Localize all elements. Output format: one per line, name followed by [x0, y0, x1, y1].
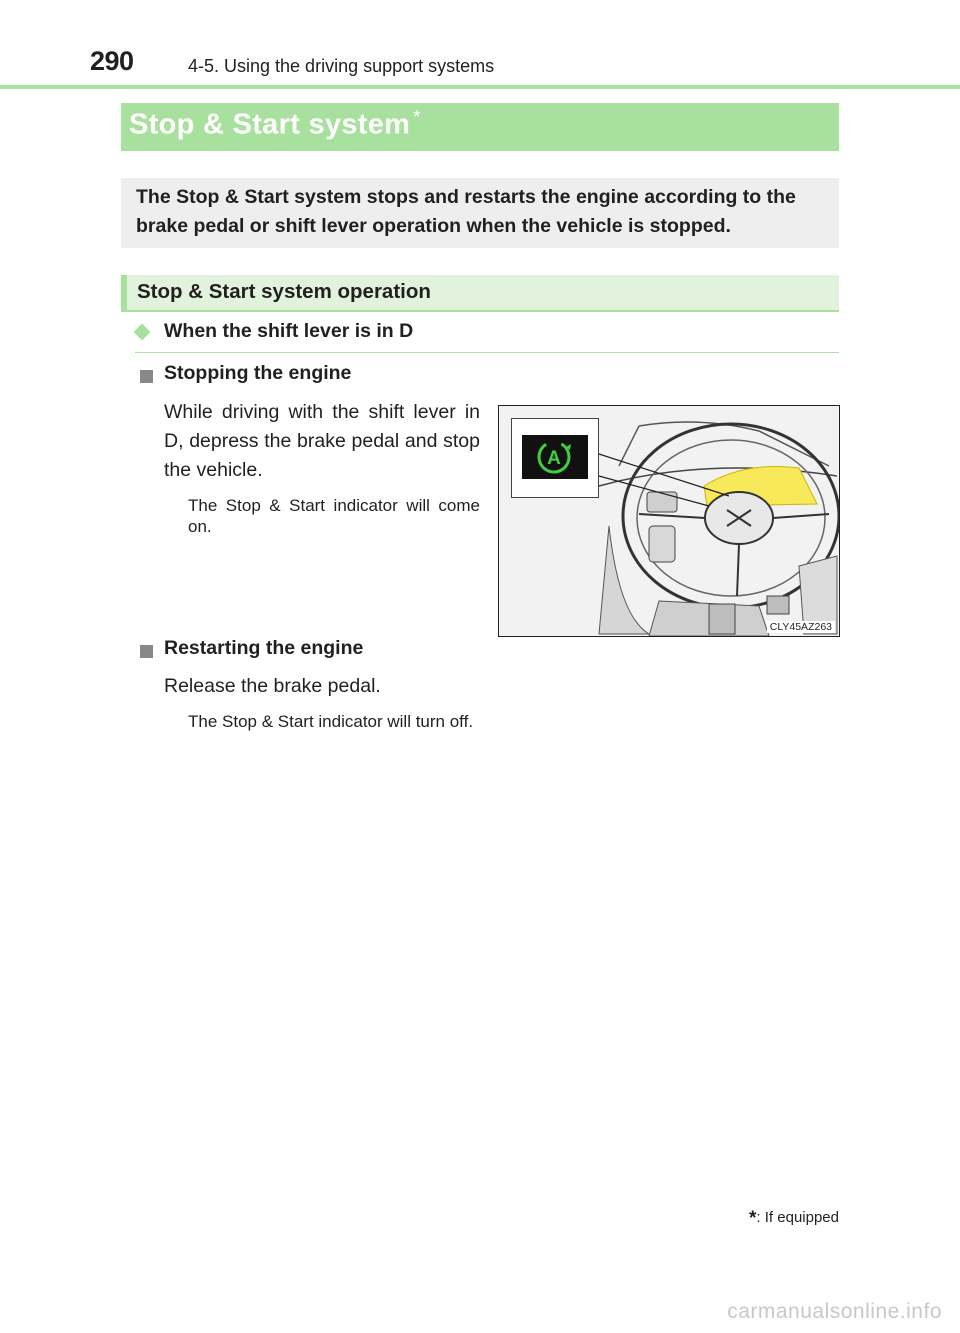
footnote-text: : If equipped [756, 1209, 839, 1226]
stopping-heading: Stopping the engine [164, 362, 352, 384]
square-bullet-icon [140, 645, 153, 658]
page-number: 290 [90, 46, 134, 76]
stopping-note: The Stop & Start indicator will come on. [188, 496, 480, 536]
stopping-body: While driving with the shift lever in D, depress the brake pedal and stop the vehicle. [164, 401, 480, 481]
stop-start-indicator-icon [522, 435, 588, 479]
subheading-text: Stop & Start system operation [137, 280, 431, 303]
restarting-note: The Stop & Start indicator will turn off. [188, 712, 474, 731]
square-bullet-icon [140, 370, 153, 383]
condition-heading: When the shift lever is in D [164, 320, 414, 342]
title-bar [121, 103, 839, 151]
restarting-body: Release the brake pedal. [164, 675, 381, 697]
page-title [129, 107, 421, 142]
footnote [749, 1208, 839, 1230]
watermark: carmanualsonline.info [727, 1300, 942, 1323]
intro-box [121, 178, 839, 248]
subheading-bar [121, 275, 839, 312]
figure-code: CLY45AZ263 [767, 621, 835, 633]
subheading-accent [121, 275, 127, 312]
section-label: 4-5. Using the driving support systems [188, 56, 495, 76]
indicator-callout [511, 418, 599, 498]
intro-text: The Stop & Start system stops and restarts the engine according to the brake pedal or shift lever operation when the vehicle is stopped. [136, 186, 796, 237]
page-title-text: Stop & Start system [129, 108, 411, 141]
diamond-bullet-icon [134, 324, 151, 341]
dashboard-illustration [498, 405, 840, 637]
title-asterisk: * [413, 107, 421, 127]
restarting-heading: Restarting the engine [164, 637, 364, 659]
indicator-letter: A [547, 448, 561, 469]
indicator-screen [522, 435, 588, 479]
header-rule [0, 85, 960, 89]
footnote-asterisk: * [749, 1208, 757, 1229]
condition-rule [135, 352, 839, 353]
